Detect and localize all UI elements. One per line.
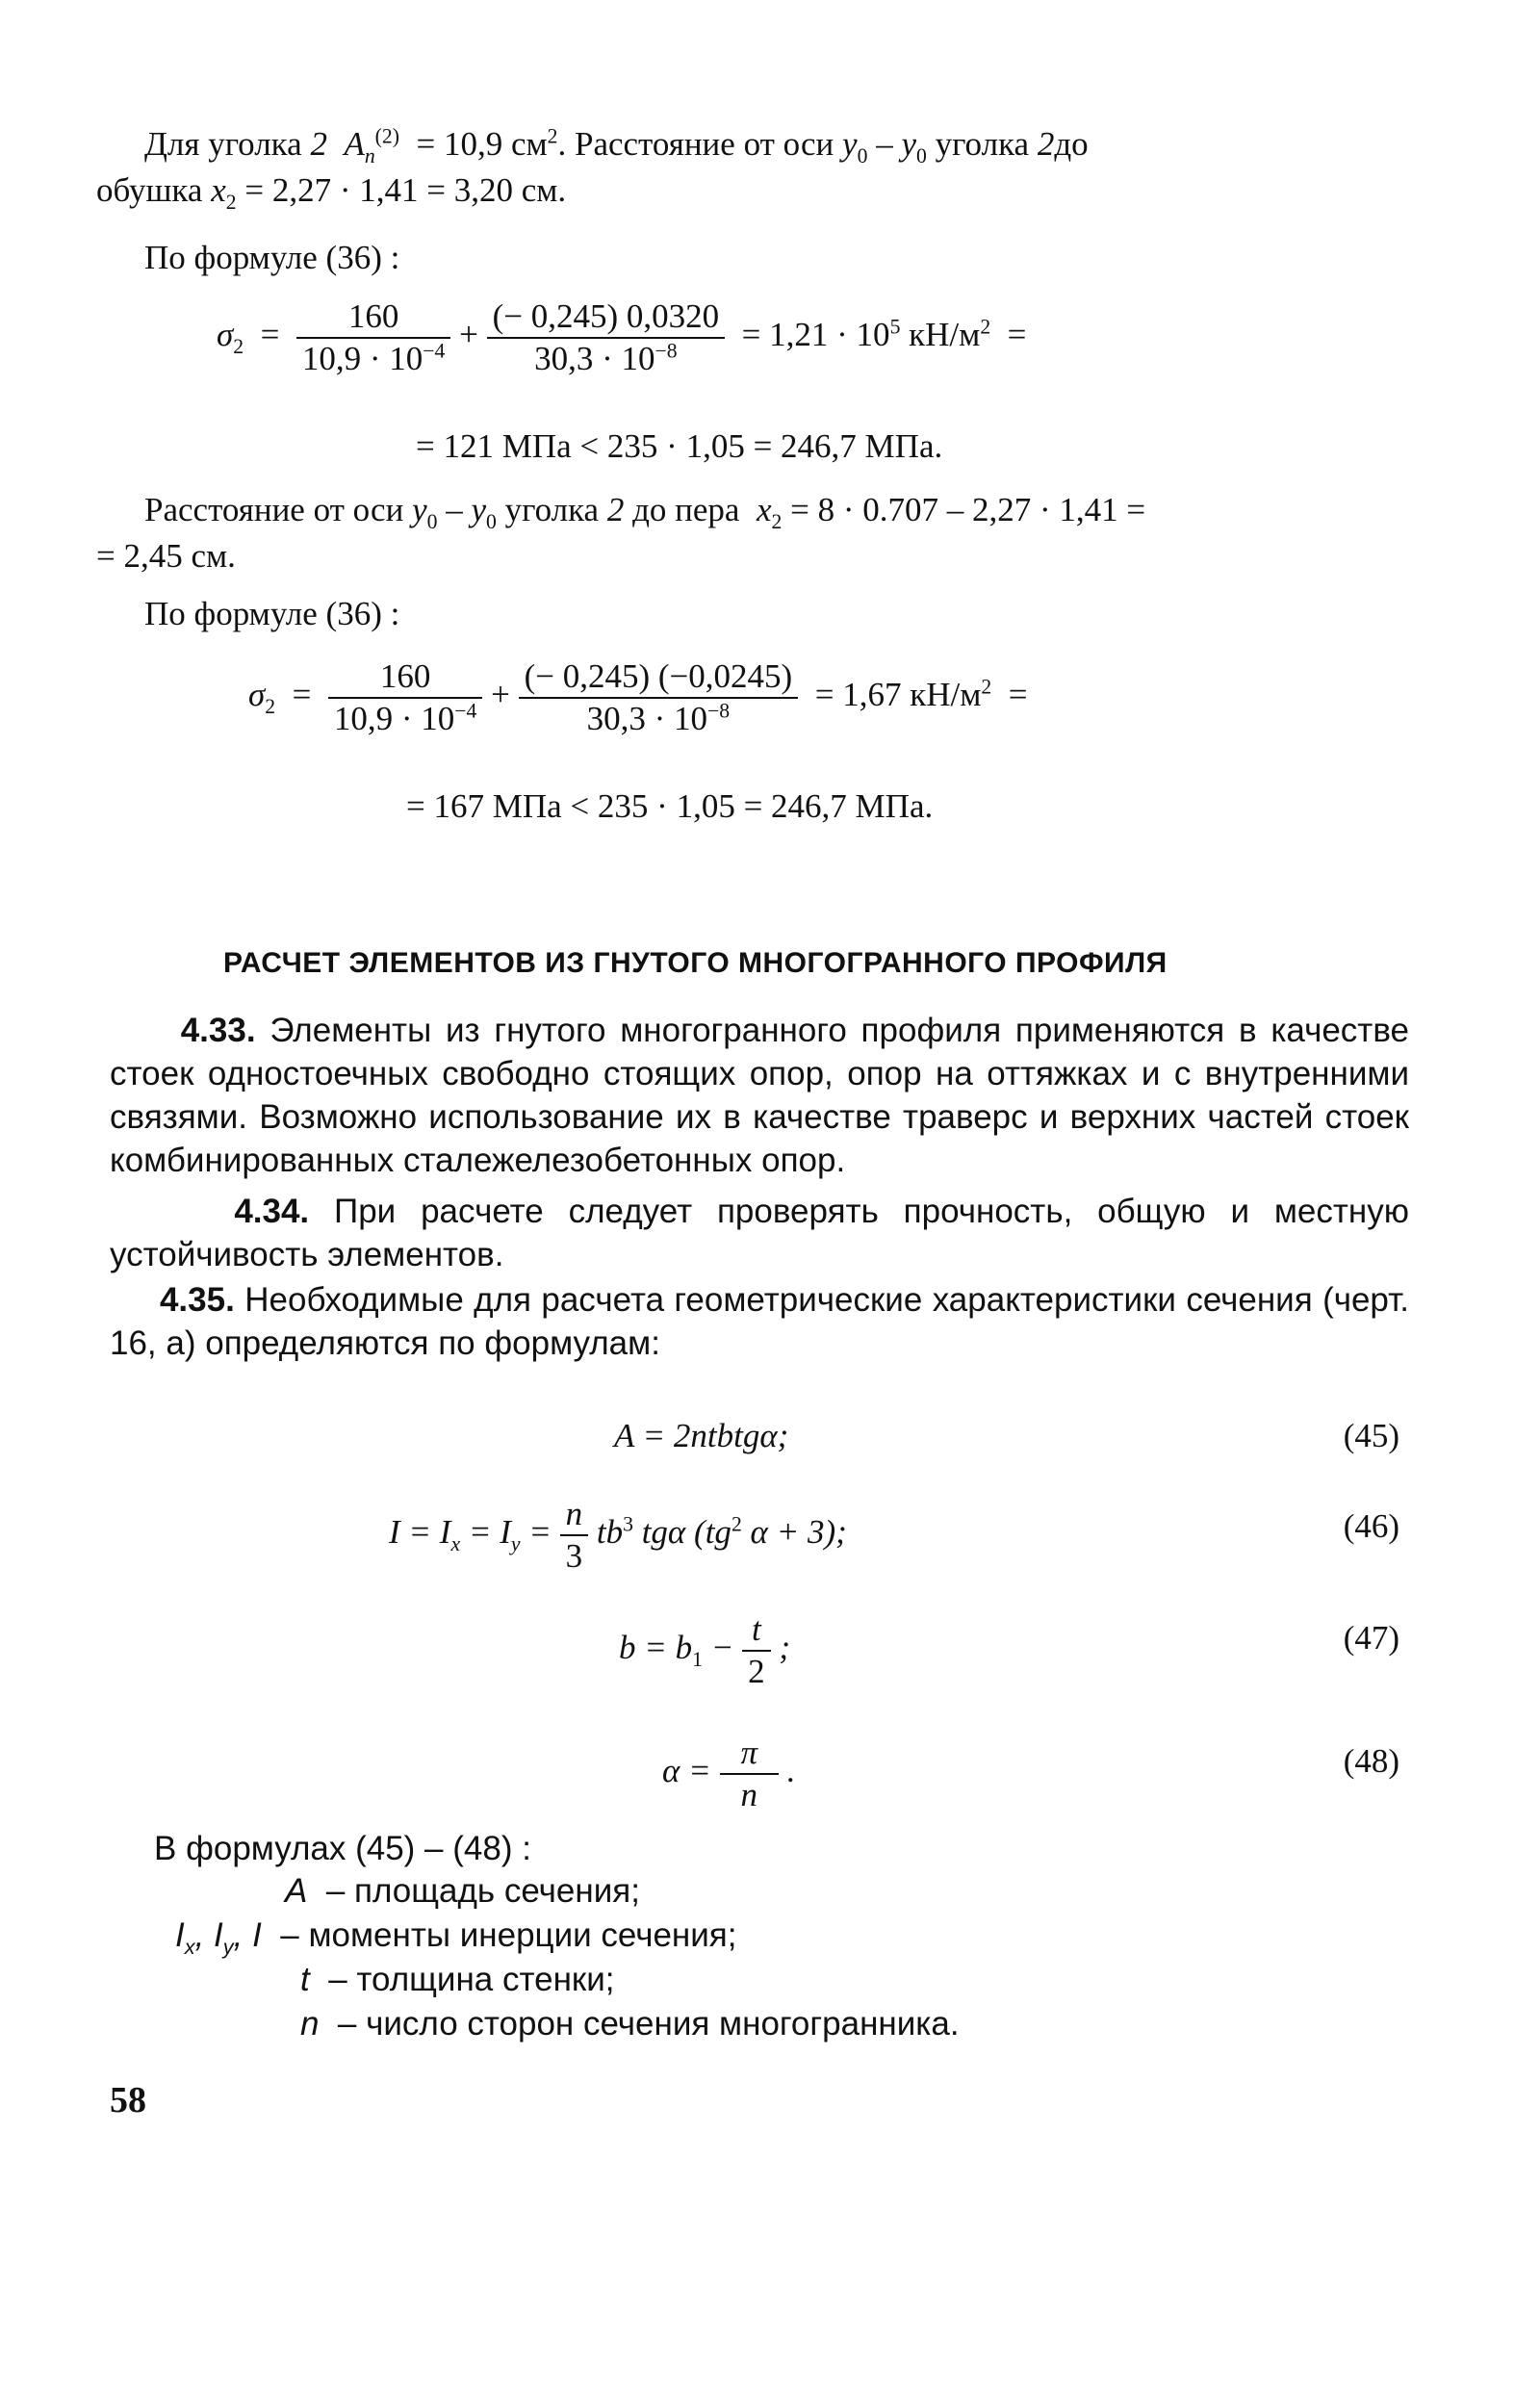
- symbol-y: y: [412, 491, 427, 528]
- text: Расстояние от оси: [144, 491, 404, 528]
- numerator: n: [560, 1494, 589, 1536]
- text: .: [786, 1752, 796, 1790]
- text: = 8 · 0.707 – 2,27 · 1,41 =: [790, 491, 1146, 528]
- text: = I: [460, 1513, 511, 1552]
- subscript: n: [364, 144, 375, 167]
- page-number: 58: [110, 2080, 146, 2120]
- subscript: 2: [265, 695, 276, 719]
- symbol-x: x: [211, 171, 226, 209]
- superscript: −8: [707, 699, 731, 723]
- dist2-line-1: [144, 489, 1145, 531]
- text: 30,3 · 10: [534, 340, 655, 377]
- symbol-I: I: [252, 1916, 262, 1954]
- formula-46: [389, 1494, 847, 1577]
- text: до: [1054, 125, 1089, 163]
- clause-number: 4.35.: [159, 1281, 235, 1319]
- fraction-n-over-3: [560, 1494, 589, 1577]
- description: – число сторон сечения многогранника.: [337, 2005, 960, 2043]
- symbol-A: A: [344, 125, 365, 163]
- text: +: [459, 316, 478, 354]
- text: = 2,45 см.: [96, 537, 236, 575]
- text: В формулах (45) – (48) :: [154, 1830, 531, 1867]
- subscript: x: [450, 1532, 461, 1556]
- text: ;: [779, 1629, 790, 1667]
- symbol-y: y: [842, 125, 858, 163]
- symbol-sigma: σ: [217, 316, 234, 354]
- fraction-1: [296, 296, 450, 379]
- subscript: 2: [225, 191, 237, 214]
- intro-line-1: [144, 123, 1089, 166]
- text: = 167 МПа < 235 · 1,05 = 246,7 МПа.: [406, 787, 934, 825]
- description: – толщина стенки;: [328, 1961, 615, 1998]
- formula-45: [614, 1417, 788, 1455]
- subscript: 2: [233, 335, 244, 359]
- paragraph-4-33: [110, 1009, 1409, 1182]
- text: = 2,27 · 1,41 = 3,20 см.: [244, 171, 567, 209]
- text: –: [876, 125, 893, 163]
- subscript: 1: [692, 1648, 703, 1672]
- section-heading: РАСЧЕТ ЭЛЕМЕНТОВ ИЗ ГНУТОГО МНОГОГРАННОГО ПРОФИЛЯ: [223, 947, 1168, 979]
- text: По формуле (36) :: [144, 239, 400, 276]
- text: 10,9 · 10: [301, 340, 424, 377]
- superscript: 2: [731, 1512, 742, 1536]
- subscript: y: [510, 1532, 521, 1556]
- numerator: (− 0,245) (−0,0245): [519, 656, 799, 699]
- paragraph-text: Элементы из гнутого многогранного профиля применяются в качестве стоек одностоечных свободно стоящих опор, опор на оттяжках и с внутренними связями. Возможно использование их в качестве траверс и верхних частей стоек комбинированных сталежелезобетонных опор.: [110, 1012, 1409, 1179]
- formula-46-number: (46): [1343, 1507, 1399, 1545]
- denominator: [328, 699, 482, 739]
- description: – площадь сечения;: [325, 1872, 640, 1910]
- superscript: −8: [654, 339, 678, 363]
- superscript: −4: [423, 339, 446, 363]
- text: 2: [1037, 125, 1055, 163]
- equation-1-line-2: [416, 427, 942, 466]
- text: 2: [310, 125, 327, 163]
- text: . Расстояние от оси: [557, 125, 834, 163]
- numerator: t: [742, 1609, 771, 1652]
- symbol-y: y: [901, 125, 916, 163]
- clause-number: 4.33.: [180, 1012, 256, 1049]
- text: tgα (tg: [632, 1513, 732, 1552]
- subscript: 2: [771, 510, 783, 533]
- text: обушка: [96, 171, 203, 209]
- superscript: 2: [981, 675, 992, 699]
- text: = 10,9 см: [416, 125, 548, 163]
- text: +: [491, 676, 510, 714]
- superscript: (2): [374, 124, 399, 148]
- denominator: 3: [565, 1537, 583, 1575]
- paragraph-4-34: [110, 1190, 1409, 1276]
- fraction-2: [519, 656, 799, 739]
- denominator: n: [740, 1776, 758, 1813]
- text: до пера: [632, 491, 740, 528]
- text: По формуле (36) :: [144, 595, 400, 632]
- superscript: −4: [454, 699, 477, 723]
- text: =: [260, 316, 280, 354]
- subscript: 0: [486, 510, 497, 533]
- fraction-2: [487, 296, 726, 379]
- denominator: [487, 339, 726, 379]
- equation-2-line-2: [406, 787, 933, 826]
- legend-item-sides: [300, 2002, 960, 2046]
- text: α + 3);: [741, 1513, 847, 1552]
- description: – моменты инерции сечения;: [280, 1916, 737, 1954]
- formula-text: A = 2ntbtgα;: [614, 1417, 789, 1454]
- text: 10,9 · 10: [333, 700, 455, 737]
- legend-intro: [154, 1827, 531, 1871]
- text: 30,3 · 10: [586, 700, 708, 737]
- symbol-sigma: σ: [248, 676, 266, 714]
- equation-sigma-1: [217, 296, 1026, 379]
- text: уголка: [935, 125, 1030, 163]
- paragraph-text: При расчете следует проверять прочность, общую и местную устойчивость элементов.: [110, 1193, 1410, 1273]
- formula-48: [662, 1733, 796, 1815]
- clause-number: 4.34.: [234, 1193, 310, 1230]
- text: b = b: [619, 1629, 693, 1667]
- fraction-1: [328, 656, 482, 739]
- legend-item-inertia: [175, 1914, 736, 1958]
- fraction-pi-over-n: [720, 1733, 780, 1815]
- text: −: [702, 1629, 743, 1667]
- superscript: 5: [889, 315, 901, 339]
- text: Для уголка: [144, 125, 302, 163]
- subscript: 0: [857, 144, 868, 167]
- text: = 1,67 кН/м: [814, 676, 982, 714]
- superscript: 2: [547, 124, 558, 148]
- symbol: $I_x$, $I_y$, I: [175, 1916, 262, 1959]
- fraction-t-over-2: [742, 1609, 771, 1692]
- superscript: 2: [980, 315, 991, 339]
- subscript: 0: [426, 510, 438, 533]
- formula-47: [619, 1609, 790, 1692]
- denominator: 2: [748, 1653, 765, 1690]
- denominator: [519, 699, 799, 739]
- legend-item-area: [285, 1869, 640, 1914]
- superscript: 3: [623, 1512, 633, 1536]
- text: tb: [596, 1513, 624, 1552]
- subscript: 0: [915, 144, 927, 167]
- denominator: [296, 339, 450, 379]
- symbol: n: [300, 2005, 320, 2043]
- text: I = I: [389, 1513, 451, 1552]
- text: =: [1008, 676, 1028, 714]
- symbol-y: y: [471, 491, 486, 528]
- numerator: (− 0,245) 0,0320: [487, 296, 726, 339]
- dist2-line-2: [96, 535, 236, 578]
- text: уголка: [504, 491, 600, 528]
- text: 2: [606, 491, 625, 528]
- text: кН/м: [909, 316, 981, 354]
- text: =: [292, 676, 312, 714]
- intro-line-2: [96, 169, 566, 212]
- formula-ref-1: [144, 237, 399, 279]
- formula-48-number: (48): [1343, 1742, 1399, 1780]
- text: =: [1007, 316, 1027, 354]
- text: =: [520, 1513, 560, 1552]
- paragraph-text: Необходимые для расчета геометрические характеристики сечения (черт. 16, а) определяются по формулам:: [110, 1281, 1410, 1362]
- numerator: 160: [328, 656, 482, 699]
- text: –: [446, 491, 463, 528]
- formula-47-number: (47): [1343, 1619, 1399, 1657]
- numerator: π: [720, 1733, 780, 1775]
- text: = 121 МПа < 235 · 1,05 = 246,7 МПа.: [416, 427, 943, 465]
- symbol-x: x: [756, 491, 772, 528]
- formula-45-number: (45): [1343, 1417, 1399, 1454]
- symbol: t: [300, 1961, 310, 1998]
- formula-ref-2: [144, 593, 399, 635]
- symbol: A: [285, 1872, 308, 1910]
- text: α =: [662, 1752, 720, 1790]
- equation-sigma-2: [248, 656, 1027, 739]
- paragraph-4-35: [110, 1278, 1409, 1365]
- text: = 1,21 · 10: [741, 316, 890, 354]
- numerator: 160: [296, 296, 450, 339]
- legend-item-thickness: [300, 1958, 615, 2002]
